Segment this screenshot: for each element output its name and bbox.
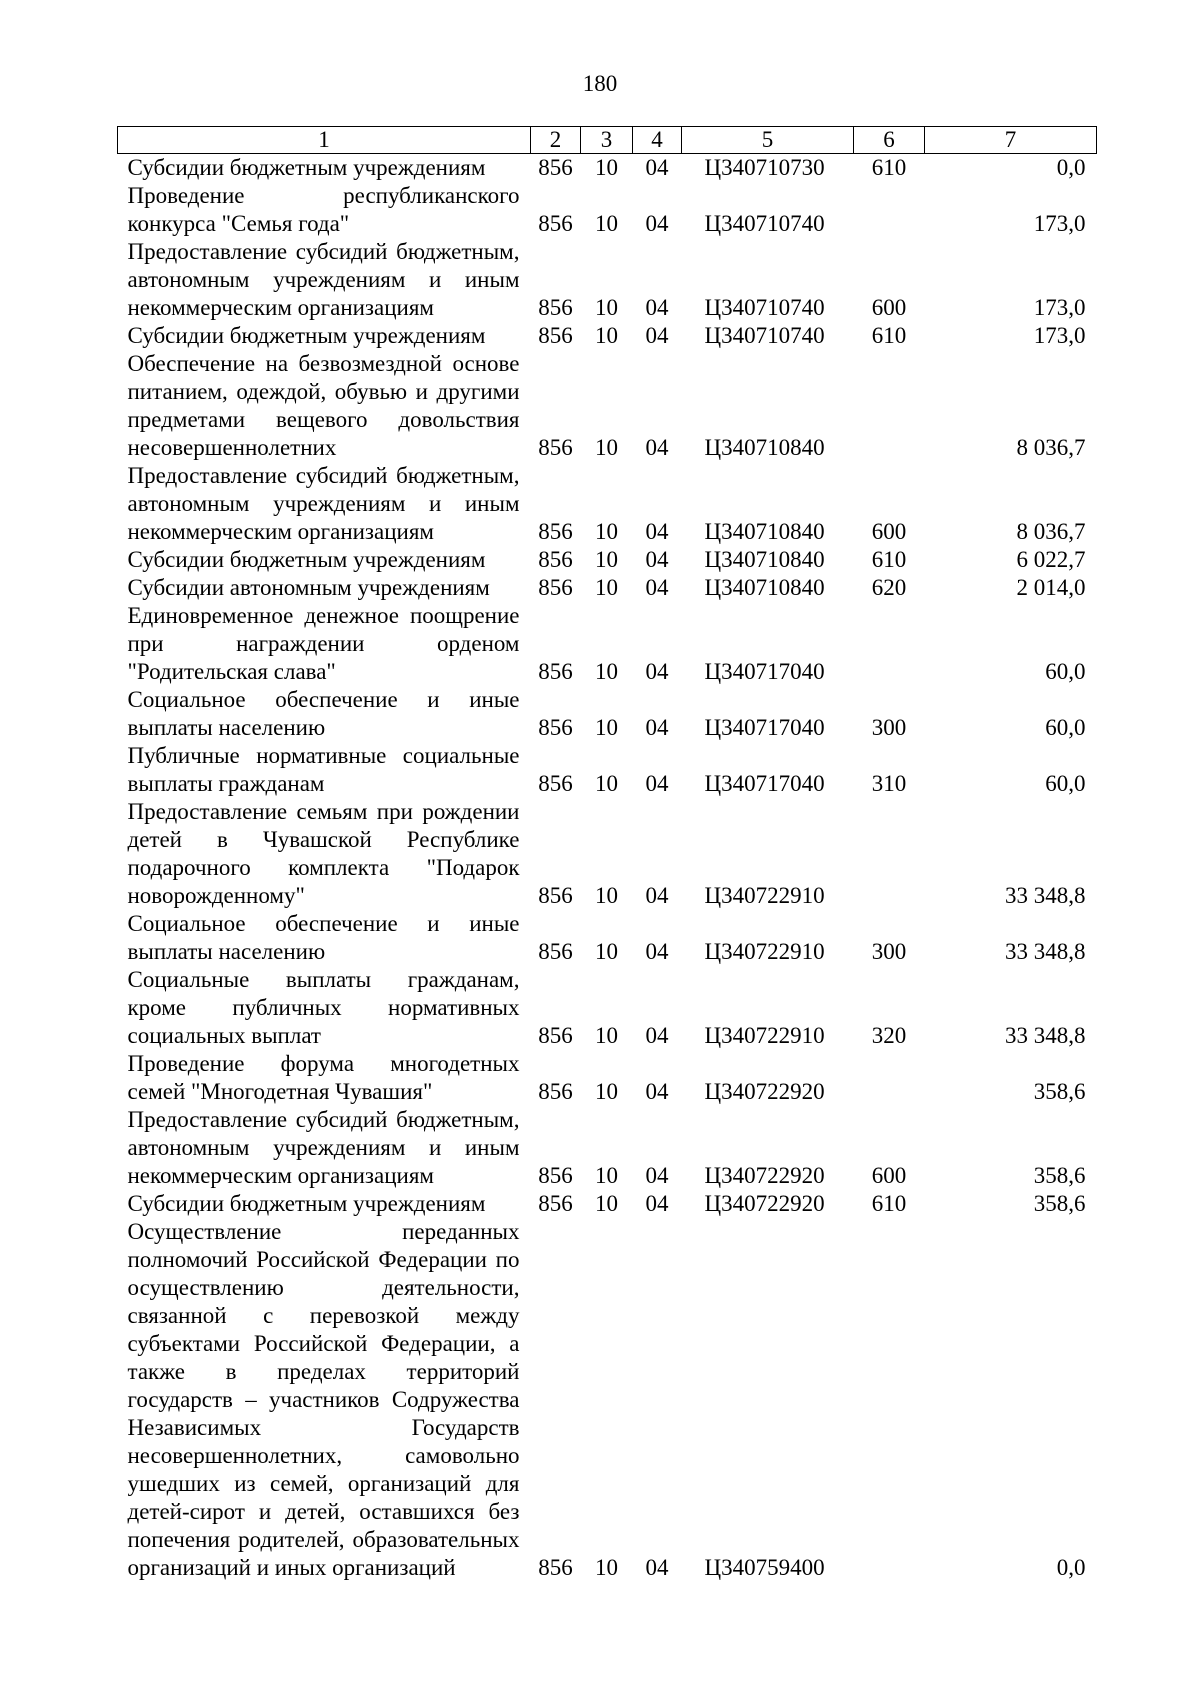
row-expense-type: 600: [871, 519, 907, 544]
row-section-code: 10: [595, 659, 618, 684]
table-row: [118, 1106, 1097, 1190]
row-expense-type: 320: [871, 1023, 907, 1048]
row-amount: 2 014,0: [1016, 575, 1086, 600]
row-name: Осуществление переданных полномочий Российской Федерации по осуществлению деятельности, связанной с перевозкой между субъектами Российской Федерации, а также в пределах территорий государств – участников Содружества Независимых Государств несовершеннолетних, самовольно ушедших из семей, организаций для детей-сирот и детей, оставшихся без попечения родителей, образовательных организаций и иных организаций: [127, 1219, 520, 1580]
row-subsection-code: 04: [645, 659, 669, 684]
row-expense-type: [854, 182, 925, 238]
row-name: Социальное обеспечение и иные выплаты населению: [127, 687, 520, 740]
row-name: Единовременное денежное поощрение при награждении орденом "Родительская слава": [127, 603, 520, 684]
row-name: Предоставление субсидий бюджетным, автономным учреждениям и иным некоммерческим организациям: [127, 463, 520, 544]
row-target-article: Ц340710840: [704, 435, 825, 460]
row-section-code: 10: [595, 519, 618, 544]
row-target-article: Ц340722920: [704, 1079, 825, 1104]
row-gr-code: 856: [538, 211, 573, 236]
page-number: 180: [582, 71, 618, 96]
row-gr-code: 856: [538, 1191, 573, 1216]
row-section-code: 10: [595, 547, 618, 572]
header-cell-pr: 4: [633, 127, 682, 154]
row-target-article: Ц340722910: [704, 883, 825, 908]
row-section-code: 10: [595, 1163, 618, 1188]
row-target-article: Ц340759400: [704, 1555, 825, 1580]
row-target-article: Ц340722910: [704, 939, 825, 964]
row-section-code: 10: [595, 1023, 618, 1048]
row-expense-type: 610: [871, 155, 907, 180]
row-section-code: 10: [595, 295, 618, 320]
row-gr-code: 856: [538, 1079, 573, 1104]
table-row: [118, 182, 1097, 238]
row-amount: 173,0: [1033, 211, 1086, 236]
row-amount: 60,0: [1045, 771, 1086, 796]
row-amount: 8 036,7: [1016, 519, 1086, 544]
row-subsection-code: 04: [645, 771, 669, 796]
row-target-article: Ц340710840: [704, 575, 825, 600]
table-row: [118, 686, 1097, 742]
row-name: Субсидии бюджетным учреждениям: [127, 155, 486, 180]
table-row: [118, 154, 1097, 183]
row-target-article: Ц340710730: [704, 155, 825, 180]
row-expense-type: 300: [871, 939, 907, 964]
row-amount: 358,6: [1033, 1079, 1086, 1104]
row-section-code: 10: [595, 1191, 618, 1216]
row-subsection-code: 04: [645, 547, 669, 572]
table-header-row: [118, 127, 1097, 154]
row-target-article: Ц340710740: [704, 295, 825, 320]
row-expense-type: [854, 1218, 925, 1582]
row-name: Предоставление семьям при рождении детей в Чувашской Республике подарочного комплекта "Подарок новорожденному": [127, 799, 520, 908]
row-section-code: 10: [595, 155, 618, 180]
row-section-code: 10: [595, 771, 618, 796]
row-amount: 8 036,7: [1016, 435, 1086, 460]
row-subsection-code: 04: [645, 295, 669, 320]
row-subsection-code: 04: [645, 211, 669, 236]
row-expense-type: 610: [871, 1191, 907, 1216]
row-amount: 6 022,7: [1016, 547, 1086, 572]
row-subsection-code: 04: [645, 939, 669, 964]
table-row: [118, 462, 1097, 546]
row-amount: 173,0: [1033, 323, 1086, 348]
table-row: [118, 322, 1097, 350]
row-gr-code: 856: [538, 519, 573, 544]
table-row: [118, 1050, 1097, 1106]
row-amount: 358,6: [1033, 1191, 1086, 1216]
row-target-article: Ц340717040: [704, 771, 825, 796]
row-amount: 33 348,8: [1005, 939, 1086, 964]
row-subsection-code: 04: [645, 435, 669, 460]
row-expense-type: [854, 350, 925, 462]
row-subsection-code: 04: [645, 575, 669, 600]
header-cell-rz: 3: [581, 127, 633, 154]
table-row: [118, 602, 1097, 686]
row-name: Субсидии бюджетным учреждениям: [127, 547, 486, 572]
table-row: [118, 910, 1097, 966]
table-body: [118, 154, 1097, 1583]
row-section-code: 10: [595, 575, 618, 600]
header-cell-csr: 5: [682, 127, 854, 154]
row-gr-code: 856: [538, 323, 573, 348]
row-gr-code: 856: [538, 155, 573, 180]
row-name: Социальное обеспечение и иные выплаты населению: [127, 911, 520, 964]
row-expense-type: 310: [871, 771, 907, 796]
row-target-article: Ц340710740: [704, 211, 825, 236]
row-subsection-code: 04: [645, 155, 669, 180]
row-gr-code: 856: [538, 575, 573, 600]
row-target-article: Ц340710840: [704, 519, 825, 544]
row-expense-type: 620: [871, 575, 907, 600]
table-row: [118, 238, 1097, 322]
row-section-code: 10: [595, 939, 618, 964]
row-amount: 60,0: [1045, 715, 1086, 740]
row-section-code: 10: [595, 715, 618, 740]
row-name: Предоставление субсидий бюджетным, автономным учреждениям и иным некоммерческим организациям: [127, 1107, 520, 1188]
table-row: [118, 742, 1097, 798]
row-subsection-code: 04: [645, 883, 669, 908]
table-row: [118, 798, 1097, 910]
row-target-article: Ц340722910: [704, 1023, 825, 1048]
header-cell-sum: 7: [925, 127, 1097, 154]
row-section-code: 10: [595, 1079, 618, 1104]
row-expense-type: 610: [871, 547, 907, 572]
row-gr-code: 856: [538, 659, 573, 684]
row-subsection-code: 04: [645, 323, 669, 348]
row-subsection-code: 04: [645, 519, 669, 544]
row-gr-code: 856: [538, 1023, 573, 1048]
header-cell-vr: 6: [854, 127, 925, 154]
row-name: Предоставление субсидий бюджетным, автономным учреждениям и иным некоммерческим организациям: [127, 239, 520, 320]
row-subsection-code: 04: [645, 1163, 669, 1188]
row-amount: 173,0: [1033, 295, 1086, 320]
table-row: [118, 574, 1097, 602]
row-expense-type: [854, 602, 925, 686]
row-name: Субсидии бюджетным учреждениям: [127, 323, 486, 348]
row-target-article: Ц340710840: [704, 547, 825, 572]
row-section-code: 10: [595, 1555, 618, 1580]
row-name: Публичные нормативные социальные выплаты гражданам: [127, 743, 520, 796]
row-amount: 0,0: [1056, 155, 1086, 180]
row-gr-code: 856: [538, 939, 573, 964]
row-name: Проведение республиканского конкурса "Семья года": [127, 183, 520, 236]
row-target-article: Ц340722920: [704, 1191, 825, 1216]
row-gr-code: 856: [538, 771, 573, 796]
row-target-article: Ц340710740: [704, 323, 825, 348]
row-gr-code: 856: [538, 295, 573, 320]
row-expense-type: 300: [871, 715, 907, 740]
table-row: [118, 350, 1097, 462]
row-subsection-code: 04: [645, 1023, 669, 1048]
row-gr-code: 856: [538, 1555, 573, 1580]
row-name: Проведение форума многодетных семей "Многодетная Чувашия": [127, 1051, 520, 1104]
row-amount: 33 348,8: [1005, 1023, 1086, 1048]
table-row: [118, 966, 1097, 1050]
row-section-code: 10: [595, 435, 618, 460]
row-section-code: 10: [595, 883, 618, 908]
row-amount: 60,0: [1045, 659, 1086, 684]
row-target-article: Ц340717040: [704, 715, 825, 740]
table-row: [118, 546, 1097, 574]
row-name: Социальные выплаты гражданам, кроме публичных нормативных социальных выплат: [127, 967, 520, 1048]
row-subsection-code: 04: [645, 715, 669, 740]
row-gr-code: 856: [538, 715, 573, 740]
row-target-article: Ц340717040: [704, 659, 825, 684]
row-subsection-code: 04: [645, 1555, 669, 1580]
table-row: [118, 1218, 1097, 1582]
row-gr-code: 856: [538, 1163, 573, 1188]
row-name: Субсидии бюджетным учреждениям: [127, 1191, 486, 1216]
budget-table: [117, 126, 1097, 1582]
row-expense-type: 600: [871, 1163, 907, 1188]
row-gr-code: 856: [538, 547, 573, 572]
row-expense-type: [854, 1050, 925, 1106]
header-cell-gr: 2: [531, 127, 581, 154]
row-expense-type: 610: [871, 323, 907, 348]
table-row: [118, 1190, 1097, 1218]
row-amount: 33 348,8: [1005, 883, 1086, 908]
row-amount: 0,0: [1056, 1555, 1086, 1580]
row-target-article: Ц340722920: [704, 1163, 825, 1188]
row-name: Обеспечение на безвозмездной основе питанием, одеждой, обувью и другими предметами вещевого довольствия несовершеннолетних: [127, 351, 520, 460]
row-gr-code: 856: [538, 435, 573, 460]
row-expense-type: [854, 798, 925, 910]
row-amount: 358,6: [1033, 1163, 1086, 1188]
row-expense-type: 600: [871, 295, 907, 320]
header-cell-name: 1: [118, 127, 531, 154]
row-section-code: 10: [595, 323, 618, 348]
row-section-code: 10: [595, 211, 618, 236]
row-subsection-code: 04: [645, 1079, 669, 1104]
row-gr-code: 856: [538, 883, 573, 908]
row-subsection-code: 04: [645, 1191, 669, 1216]
row-name: Субсидии автономным учреждениям: [127, 575, 490, 600]
